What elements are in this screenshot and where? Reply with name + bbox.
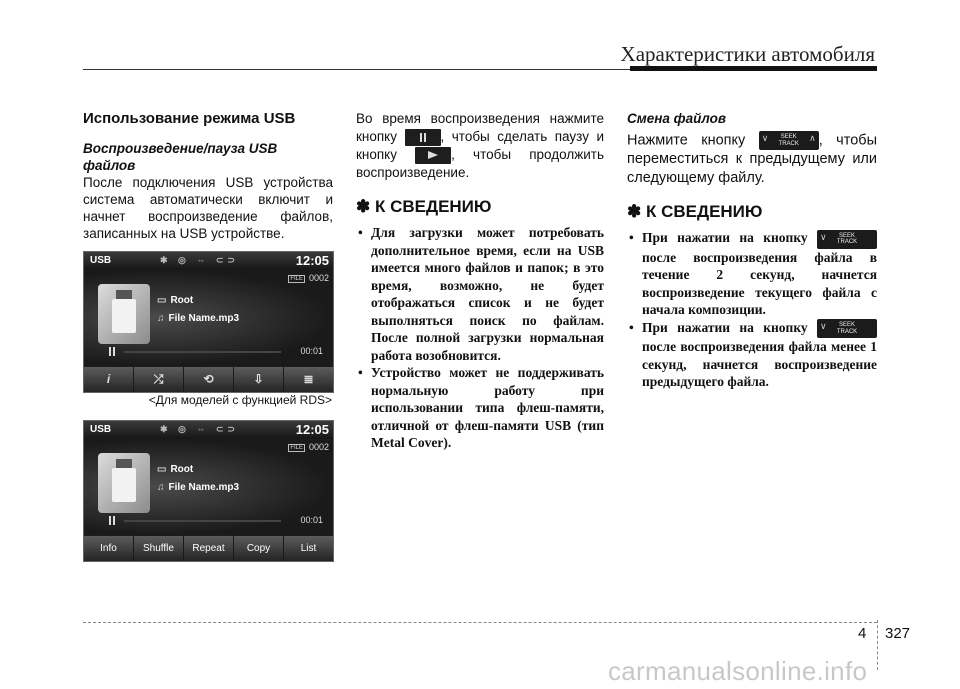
list-item: • Устройство может не поддерживать нормальную работу при использовании типа флеш-памяти, отличной от флеш-памяти USB (тип Metal Cover). (356, 364, 604, 452)
song-name: File Name.mp3 (168, 313, 240, 324)
seek-label-line: TRACK (836, 239, 858, 246)
note-list (627, 229, 877, 390)
pause-icon[interactable] (109, 516, 115, 525)
subsection-title: Воспроизведение/пауза USB файлов (83, 141, 278, 173)
song-row (157, 313, 239, 324)
file-number: 0002 (308, 273, 329, 283)
elapsed-time: 00:01 (300, 346, 323, 356)
song-name: File Name.mp3 (168, 482, 240, 493)
text-part: после воспроизведения файла в течение 2 секунд, начнется воспроизведение текущего файла с начала композиции. (642, 249, 877, 318)
text-part: , чтобы продолжить воспроизведение. (356, 147, 604, 180)
folder-row (157, 464, 193, 475)
footer-rule (83, 622, 877, 623)
folder-name: Root (170, 295, 194, 306)
list-item: • Для загрузки может потребовать дополнительное время, если на USB имеется много файлов и папок; в это время, возможно, не будет отображаться список и не будет выполняться поиск по файлам. После полной загрузки нормальная работа возобновится. (356, 224, 604, 364)
softkey-bar (84, 367, 333, 392)
chevron-down-icon: ∨ (761, 133, 769, 143)
column-2 (356, 110, 604, 452)
column-1 (83, 110, 333, 242)
seek-label (831, 233, 863, 246)
seek-label (831, 322, 863, 335)
clock: 12:05 (295, 422, 329, 437)
chapter-number: 4 (858, 625, 867, 642)
text-part: При нажатии на кнопку (642, 319, 808, 335)
list-item (627, 229, 877, 318)
pause-icon[interactable] (109, 347, 115, 356)
usb-drive-icon (98, 284, 150, 344)
chevron-up-icon: ∧ (809, 133, 816, 143)
folder-row (157, 295, 193, 306)
shuffle-button[interactable]: Shuffle (134, 536, 184, 561)
subsection-title: Смена файлов (627, 111, 726, 126)
text-part: Во время воспроизведения нажмите кнопку (356, 111, 604, 144)
chevron-down-icon: ∨ (820, 231, 827, 242)
seek-track-down-icon (817, 319, 877, 338)
note-list (356, 224, 604, 452)
file-badge: FILE (290, 276, 303, 282)
folder-icon: ▭ (157, 464, 167, 475)
list-item (627, 319, 877, 391)
elapsed-time: 00:01 (300, 515, 323, 525)
song-row (157, 482, 239, 493)
repeat-button[interactable]: Repeat (184, 536, 234, 561)
header-bar (630, 66, 877, 71)
text-part: , чтобы сделать паузу и кнопку (356, 129, 604, 162)
pause-play-text (356, 110, 604, 182)
copy-icon[interactable]: ⇩ (234, 367, 284, 392)
copy-button[interactable]: Copy (234, 536, 284, 561)
text-part: после воспроизведения файла менее 1 секунд, начнется воспроизведение предыдущего файла. (642, 339, 877, 390)
play-button-icon (415, 147, 451, 164)
usb-screen-rds (83, 251, 334, 393)
file-badge: FILE (290, 445, 303, 451)
usb-drive-icon (98, 453, 150, 513)
repeat-icon[interactable]: ⟲ (184, 367, 234, 392)
status-icons: ✱ ◎ ⇔ ⊂⊃ (160, 424, 239, 434)
player-area (84, 270, 333, 366)
progress-bar[interactable] (124, 351, 281, 353)
info-icon[interactable]: i (84, 367, 134, 392)
softkey-bar (84, 536, 333, 561)
status-bar (84, 421, 333, 439)
info-button[interactable]: Info (84, 536, 134, 561)
section-title: Использование режима USB (83, 110, 296, 127)
note-title: ✽ К СВЕДЕНИЮ (356, 197, 492, 216)
page-number: 327 (885, 625, 911, 642)
progress-bar[interactable] (124, 520, 281, 522)
list-button[interactable]: List (300, 543, 317, 554)
music-note-icon: ♫ (157, 313, 165, 324)
intro-text: После подключения USB устройства система автоматически включит и начнет воспроизведение файлов, записанных на USB устройстве. (83, 175, 333, 241)
chevron-down-icon: ∨ (820, 321, 827, 332)
screen-caption: <Для моделей с функцией RDS> (148, 393, 332, 407)
music-note-icon: ♫ (157, 482, 165, 493)
list-icon[interactable]: ≣ (303, 372, 314, 386)
header-title: Характеристики автомобиля (620, 42, 875, 66)
pause-button-icon (405, 129, 441, 146)
note-title: ✽ К СВЕДЕНИЮ (627, 202, 763, 222)
mode-label: USB (90, 424, 112, 435)
seek-label-line: SEEK (838, 232, 855, 239)
change-files-text (627, 131, 877, 188)
shuffle-icon[interactable]: ⤮ (134, 367, 184, 392)
watermark: carmanualsonline.info (608, 656, 868, 686)
text-part: , чтобы переместиться к предыдущему или следующему файлу. (627, 132, 877, 187)
file-number: 0002 (308, 442, 329, 452)
seek-label-line: SEEK (838, 322, 855, 329)
seek-track-down-icon (817, 230, 877, 249)
clock: 12:05 (295, 253, 329, 268)
text-part: При нажатии на кнопку (642, 230, 808, 246)
text-part: Нажмите кнопку (627, 132, 746, 149)
seek-track-button-icon (759, 131, 819, 150)
seek-label-line: TRACK (836, 328, 858, 335)
header-rule (83, 69, 630, 70)
mode-label: USB (90, 255, 112, 266)
column-3 (627, 110, 877, 391)
seek-label-line: TRACK (778, 140, 799, 147)
folder-icon: ▭ (157, 295, 167, 306)
seek-label-line: SEEK (780, 134, 797, 140)
footer-divider (877, 620, 878, 670)
player-area (84, 439, 333, 535)
folder-name: Root (170, 464, 194, 475)
status-bar (84, 252, 333, 270)
status-icons: ✱ ◎ ⇔ ⊂⊃ (160, 255, 239, 265)
usb-screen-standard (83, 420, 334, 562)
seek-label (773, 134, 805, 147)
